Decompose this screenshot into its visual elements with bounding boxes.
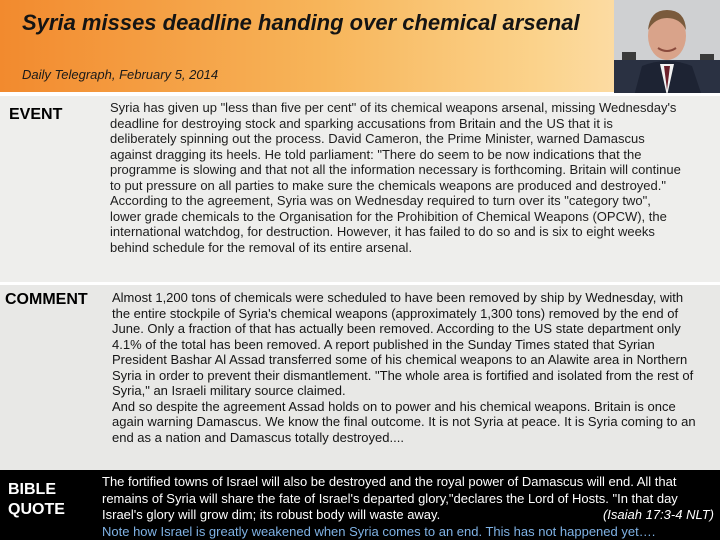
comment-paragraph-2: And so despite the agreement Assad holds on to power and his chemical weapons. Britain is once again warning Damascus. We know the final outcome. It is not Syria at peace. It is Syria coming to an end as a nation and Damascus totally destroyed....	[112, 398, 696, 445]
bible-quote-text	[102, 474, 714, 540]
speaker-photo	[614, 0, 720, 96]
bible-label-line-2: QUOTE	[8, 501, 65, 518]
bible-quote-label	[8, 480, 65, 520]
source-line: Daily Telegraph, February 5, 2014	[22, 67, 219, 82]
speaker-photo-image	[614, 0, 720, 96]
comment-label: COMMENT	[5, 291, 88, 308]
event-label: EVENT	[9, 106, 63, 123]
bible-label-line-1: BIBLE	[8, 481, 56, 498]
header-banner	[0, 0, 720, 92]
comment-paragraph-1: Almost 1,200 tons of chemicals were scheduled to have been removed by ship by Wednesday, with the entire stockpile of Syria's chemical weapons (approximately 1,300 tons) removed by the end of June. Only a fraction of that has actually been removed. According to the US state department only 4.1% of the total has been removed. A report published in the Sunday Times stated that Syrian President Bashar Al Assad transferred some of his chemical weapons to an Alawite area in Northern Syria in order to prevent their dismantlement. "The whole area is fortified and isolated from the rest of Syria," an Israeli military source claimed.	[112, 290, 694, 398]
event-text: Syria has given up "less than five per cent" of its chemical weapons arsenal, missing Wednesday's deadline for destroying stock and sparking accusations from Britain and the US that it is deliberately spinning out the process. David Cameron, the Prime Minister, warned Damascus against dragging its heels. He told parliament: "There do seem to be now indications that the programme is slowing and that not all the information necessary is forthcoming. Britain will continue to put pressure on all parties to make sure the chemicals weapons are produced and destroyed." According to the agreement, Syria was on Wednesday required to turn over its "category two", lower grade chemicals to the Organisation for the Prohibition of Chemical Weapons (OPCW), the international watchdog, for destruction. However, it has failed to do so and is six to eight weeks behind schedule for the removal of its entire arsenal.	[110, 100, 681, 255]
event-section	[0, 96, 720, 282]
bible-quote-section	[0, 470, 720, 540]
comment-text	[112, 290, 698, 445]
headline: Syria misses deadline handing over chemical arsenal	[22, 10, 580, 35]
comment-section	[0, 285, 720, 470]
bible-quote-body: The fortified towns of Israel will also be destroyed and the royal power of Damascus will end. All that remains of Syria will share the fate of Israel's departed glory,"declares the Lord of Hosts. "In that day Israel's glory will grow dim; its robust body will waste away.	[102, 474, 678, 522]
bible-quote-note: Note how Israel is greatly weakened when Syria comes to an end. This has not happened yet….	[102, 523, 656, 539]
bible-quote-reference: (Isaiah 17:3-4 NLT)	[602, 507, 714, 522]
